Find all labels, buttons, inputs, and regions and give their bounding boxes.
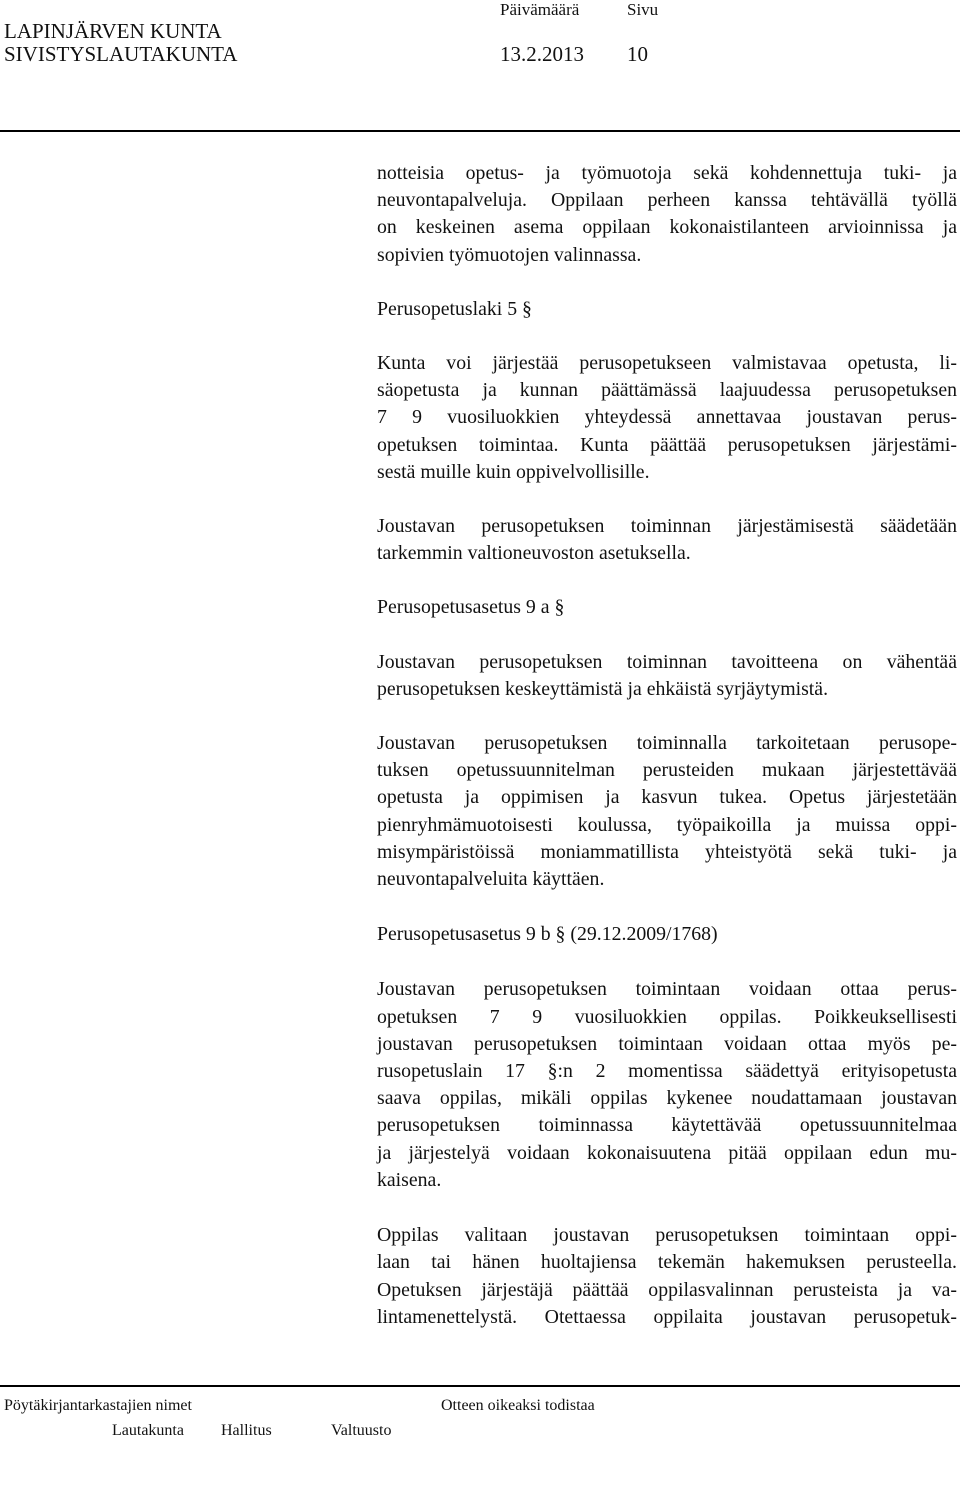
text-line: Joustavan perusopetuksen toimintaan voidaan ottaa perus- (377, 978, 957, 1001)
text-line: ja järjestelyä voidaan kokonaisuutena pitää oppilaan edun mu- (377, 1141, 957, 1164)
text-line: Opetuksen järjestäjä päättää oppilasvalinnan perusteista ja va- (377, 1278, 957, 1301)
text-line: pienryhmämuotoisesti koulussa, työpaikoilla ja muissa oppi- (377, 813, 957, 836)
text-line: Joustavan perusopetuksen toiminnan järjestämisestä säädetään (377, 515, 957, 538)
text-line: Joustavan perusopetuksen toiminnalla tarkoitetaan perusope- (377, 732, 957, 755)
department-name: SIVISTYSLAUTAKUNTA (4, 42, 238, 66)
text-line: laan tai hänen huoltajiensa tekemän hakemuksen perusteella. (377, 1251, 957, 1274)
lautakunta-label: Lautakunta (112, 1422, 184, 1439)
text-line: opetusta ja oppimisen ja kasvun tukea. Opetus järjestetään (377, 786, 957, 809)
text-line: perusopetuksen keskeyttämistä ja ehkäistä syrjäytymistä. (377, 677, 829, 700)
text-line: sestä muille kuin oppivelvollisille. (377, 460, 650, 483)
text-line: on keskeinen asema oppilaan kokonaistilanteen arvioinnissa ja (377, 216, 957, 239)
text-line: rusopetuslain 17 §:n 2 momentissa säädettyä erityisopetusta (377, 1060, 957, 1083)
page-number: 10 (627, 42, 648, 66)
hallitus-label: Hallitus (221, 1422, 272, 1439)
text-line: tarkemmin valtioneuvoston asetuksella. (377, 542, 691, 565)
paragraph-regulation (377, 513, 957, 567)
text-line: sopivien työmuotojen valinnassa. (377, 243, 642, 266)
text-line: misympäristöissä moniammatillista yhteistyötä sekä tuki- ja (377, 840, 957, 863)
paragraph-definition (377, 730, 957, 893)
text-line: saava oppilas, mikäli oppilas kykenee noudattamaan joustavan (377, 1087, 957, 1110)
text-line: neuvontapalveluja. Oppilaan perheen kanssa tehtävällä työllä (377, 189, 957, 212)
header-divider (0, 130, 960, 132)
section-heading: Perusopetuslaki 5 § (377, 297, 532, 320)
text-line: 7 9 vuosiluokkien yhteydessä annettavaa joustavan perus- (377, 406, 957, 429)
paragraph-law (377, 350, 957, 486)
document-body (377, 160, 957, 1331)
organization-name: LAPINJÄRVEN KUNTA (4, 19, 222, 43)
text-line: perusopetuksen toiminnassa käytettävää opetussuunnitelmaa (377, 1114, 957, 1137)
text-line: notteisia opetus- ja työmuotoja sekä kohdennettuja tuki- ja (377, 162, 957, 184)
text-line: kaisena. (377, 1168, 442, 1191)
paragraph-goal (377, 649, 957, 703)
text-line: Kunta voi järjestää perusopetukseen valmistavaa opetusta, li- (377, 352, 957, 375)
text-line: neuvontapalveluita käyttäen. (377, 868, 605, 891)
valtuusto-label: Valtuusto (331, 1422, 392, 1439)
text-line: Joustavan perusopetuksen toiminnan tavoitteena on vähentää (377, 650, 957, 673)
section-heading: Perusopetusasetus 9 b § (29.12.2009/1768) (377, 923, 718, 946)
paragraph-admission (377, 976, 957, 1194)
paragraph-selection (377, 1222, 957, 1331)
footer-divider (0, 1385, 960, 1387)
text-line: opetuksen toimintaa. Kunta päättää perusopetuksen järjestämi- (377, 433, 957, 456)
text-line: joustavan perusopetuksen toimintaan voidaan ottaa myös pe- (377, 1032, 957, 1055)
text-line: tuksen opetussuunnitelman perusteiden mukaan järjestettävää (377, 759, 957, 782)
date-value: 13.2.2013 (500, 42, 584, 66)
text-line: Oppilas valitaan joustavan perusopetuksen toimintaan oppi- (377, 1224, 957, 1247)
text-line: lintamenettelystä. Otettaessa oppilaita joustavan perusopetuk- (377, 1305, 957, 1328)
section-heading: Perusopetusasetus 9 a § (377, 596, 565, 619)
reviewers-label: Pöytäkirjantarkastajien nimet (4, 1397, 192, 1414)
page-label: Sivu (627, 0, 659, 19)
text-line: säopetusta ja kunnan päättämässä laajuudessa perusopetuksen (377, 379, 957, 402)
certified-copy-label: Otteen oikeaksi todistaa (441, 1397, 595, 1414)
text-line: opetuksen 7 9 vuosiluokkien oppilas. Poikkeuksellisesti (377, 1005, 957, 1028)
date-label: Päivämäärä (500, 0, 580, 19)
paragraph-intro (377, 160, 957, 269)
